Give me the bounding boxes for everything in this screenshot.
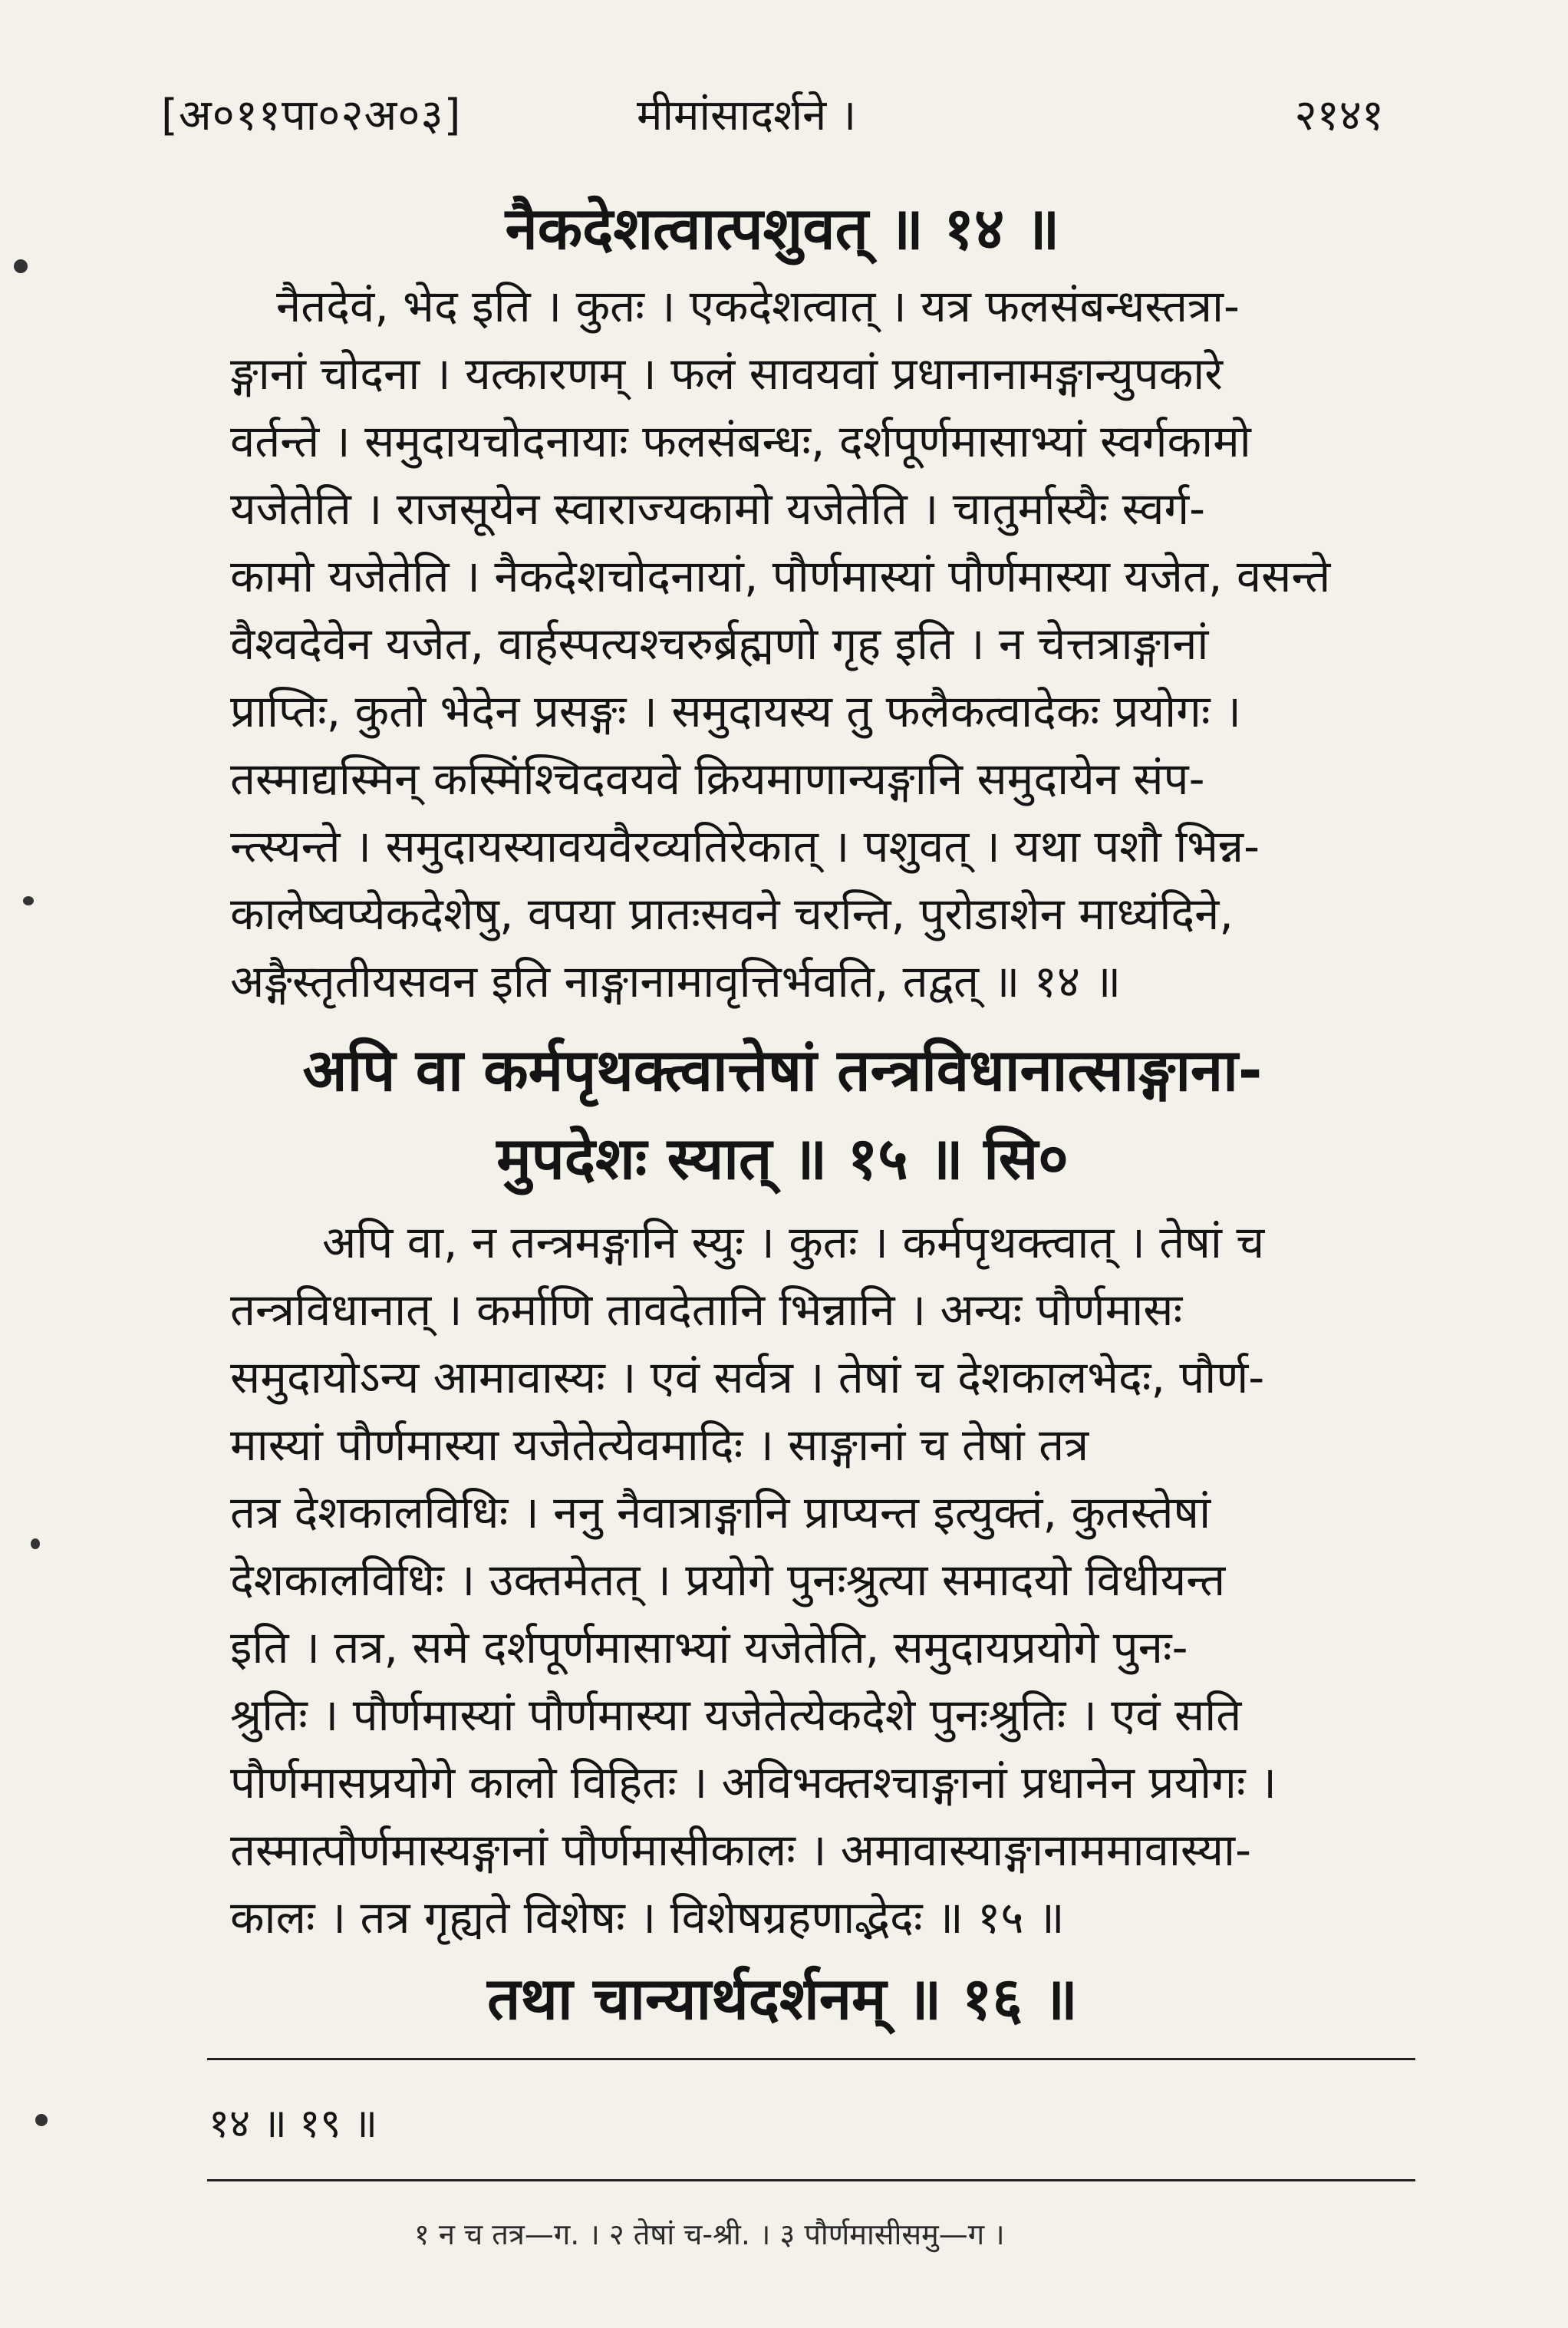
commentary-line: समुदायोऽन्य आमावास्यः । एवं सर्वत्र । तेषां च देशकालभेदः, पौर्ण-	[230, 1351, 1265, 1403]
commentary-line: तत्र देशकालविधिः । ननु नैवात्राङ्गानि प्राप्यन्त इत्युक्तं, कुतस्तेषां	[230, 1486, 1211, 1538]
commentary-line: अपि वा, न तन्त्रमङ्गानि स्युः । कुतः । कर्मपृथक्त्वात् । तेषां च	[322, 1216, 1265, 1268]
sutra-15-line-2: मुपदेशः स्यात् ॥ १५ ॥ सि०	[496, 1124, 1069, 1192]
chapter-reference: [अ०११पा०२अ०३]	[161, 91, 462, 140]
variant-readings: १ न च तत्र—ग. । २ तेषां च-श्री. । ३ पौर्णमासीसमु—ग ।	[414, 2218, 1005, 2251]
commentary-15	[230, 1209, 1412, 1951]
sutra-15-line-1: अपि वा कर्मपृथक्त्वात्तेषां तन्त्रविधानात्साङ्गाना-	[302, 1036, 1263, 1104]
footnote-divider	[207, 2179, 1415, 2181]
commentary-line: अङ्गैस्तृतीयसवन इति नाङ्गानामावृत्तिर्भवति, तद्वत् ॥ १४ ॥	[230, 955, 1122, 1007]
commentary-line: तन्त्रविधानात् । कर्माणि तावदेतानि भिन्नानि । अन्यः पौर्णमासः	[230, 1284, 1183, 1336]
commentary-line: ङ्गानां चोदना । यत्कारणम् । फलं सावयवां प्रधानानामङ्गान्युपकारे	[230, 348, 1223, 400]
commentary-line: इति । तत्र, समे दर्शपूर्णमासाभ्यां यजेतेति, समुदायप्रयोगे पुनः-	[230, 1621, 1188, 1673]
commentary-line: कालेष्वप्येकदेशेषु, वपया प्रातःसवने चरन्ति, पुरोडाशेन माध्यंदिने,	[230, 888, 1234, 940]
commentary-line: तस्मात्पौर्णमास्यङ्गानां पौर्णमासीकालः । अमावास्याङ्गानाममावास्या-	[230, 1824, 1252, 1876]
running-header	[0, 61, 1568, 146]
commentary-line: कालः । तत्र गृह्यते विशेषः । विशेषग्रहणाद्भेदः ॥ १५ ॥	[230, 1891, 1065, 1944]
commentary-line: वर्तन्ते । समुदायचोदनायाः फलसंबन्धः, दर्शपूर्णमासाभ्यां स्वर्गकामो	[230, 415, 1251, 467]
footnote-reference-numbers: १४ ॥ १९ ॥	[209, 2101, 378, 2147]
footnote-divider	[207, 2058, 1415, 2060]
commentary-line: प्राप्तिः, कुतो भेदेन प्रसङ्गः । समुदायस्य तु फलैकत्वादेकः प्रयोगः ।	[230, 685, 1241, 737]
commentary-line: वैश्वदेवेन यजेत, वार्हस्पत्यश्चरुर्ब्रह्मणो गृह इति । न चेत्तत्राङ्गानां	[230, 618, 1209, 670]
commentary-line: श्रुतिः । पौर्णमास्यां पौर्णमास्या यजेतेत्येकदेशे पुनःश्रुतिः । एवं सति	[230, 1689, 1242, 1741]
scan-speck	[35, 2114, 48, 2126]
book-title: मीमांसादर्शने ।	[637, 91, 857, 140]
commentary-line: यजेतेति । राजसूयेन स्वाराज्यकामो यजेतेति । चातुर्मास्यैः स्वर्ग-	[230, 483, 1206, 535]
commentary-line: देशकालविधिः । उक्तमेतत् । प्रयोगे पुनःश्रुत्या समादयो विधीयन्त	[230, 1554, 1226, 1606]
sutra-16: तथा चान्यार्थदर्शनम् ॥ १६ ॥	[487, 1964, 1078, 2033]
scan-speck	[14, 259, 28, 273]
commentary-14	[230, 272, 1412, 1015]
commentary-line: कामो यजेतेति । नैकदेशचोदनायां, पौर्णमास्यां पौर्णमास्या यजेत, वसन्ते	[230, 550, 1331, 602]
commentary-line: पौर्णमासप्रयोगे कालो विहितः । अविभक्तश्चाङ्गानां प्रधानेन प्रयोगः ।	[230, 1756, 1276, 1809]
sutra-14: नैकदेशत्वात्पशुवत् ॥ १४ ॥	[505, 194, 1060, 262]
scan-speck	[23, 896, 34, 905]
commentary-line: नैतदेवं, भेद इति । कुतः । एकदेशत्वात् । यत्र फलसंबन्धस्तत्रा-	[276, 280, 1240, 332]
commentary-line: न्त्स्यन्ते । समुदायस्यावयवैरव्यतिरेकात् । पशुवत् । यथा पशौ भिन्न-	[230, 820, 1260, 872]
scan-speck	[31, 1538, 40, 1549]
page-number: २१४१	[1294, 91, 1384, 140]
commentary-line: तस्माद्यस्मिन् कस्मिंश्चिदवयवे क्रियमाणान्यङ्गानि समुदायेन संप-	[230, 753, 1205, 805]
commentary-line: मास्यां पौर्णमास्या यजेतेत्येवमादिः । साङ्गानां च तेषां तत्र	[230, 1419, 1089, 1471]
